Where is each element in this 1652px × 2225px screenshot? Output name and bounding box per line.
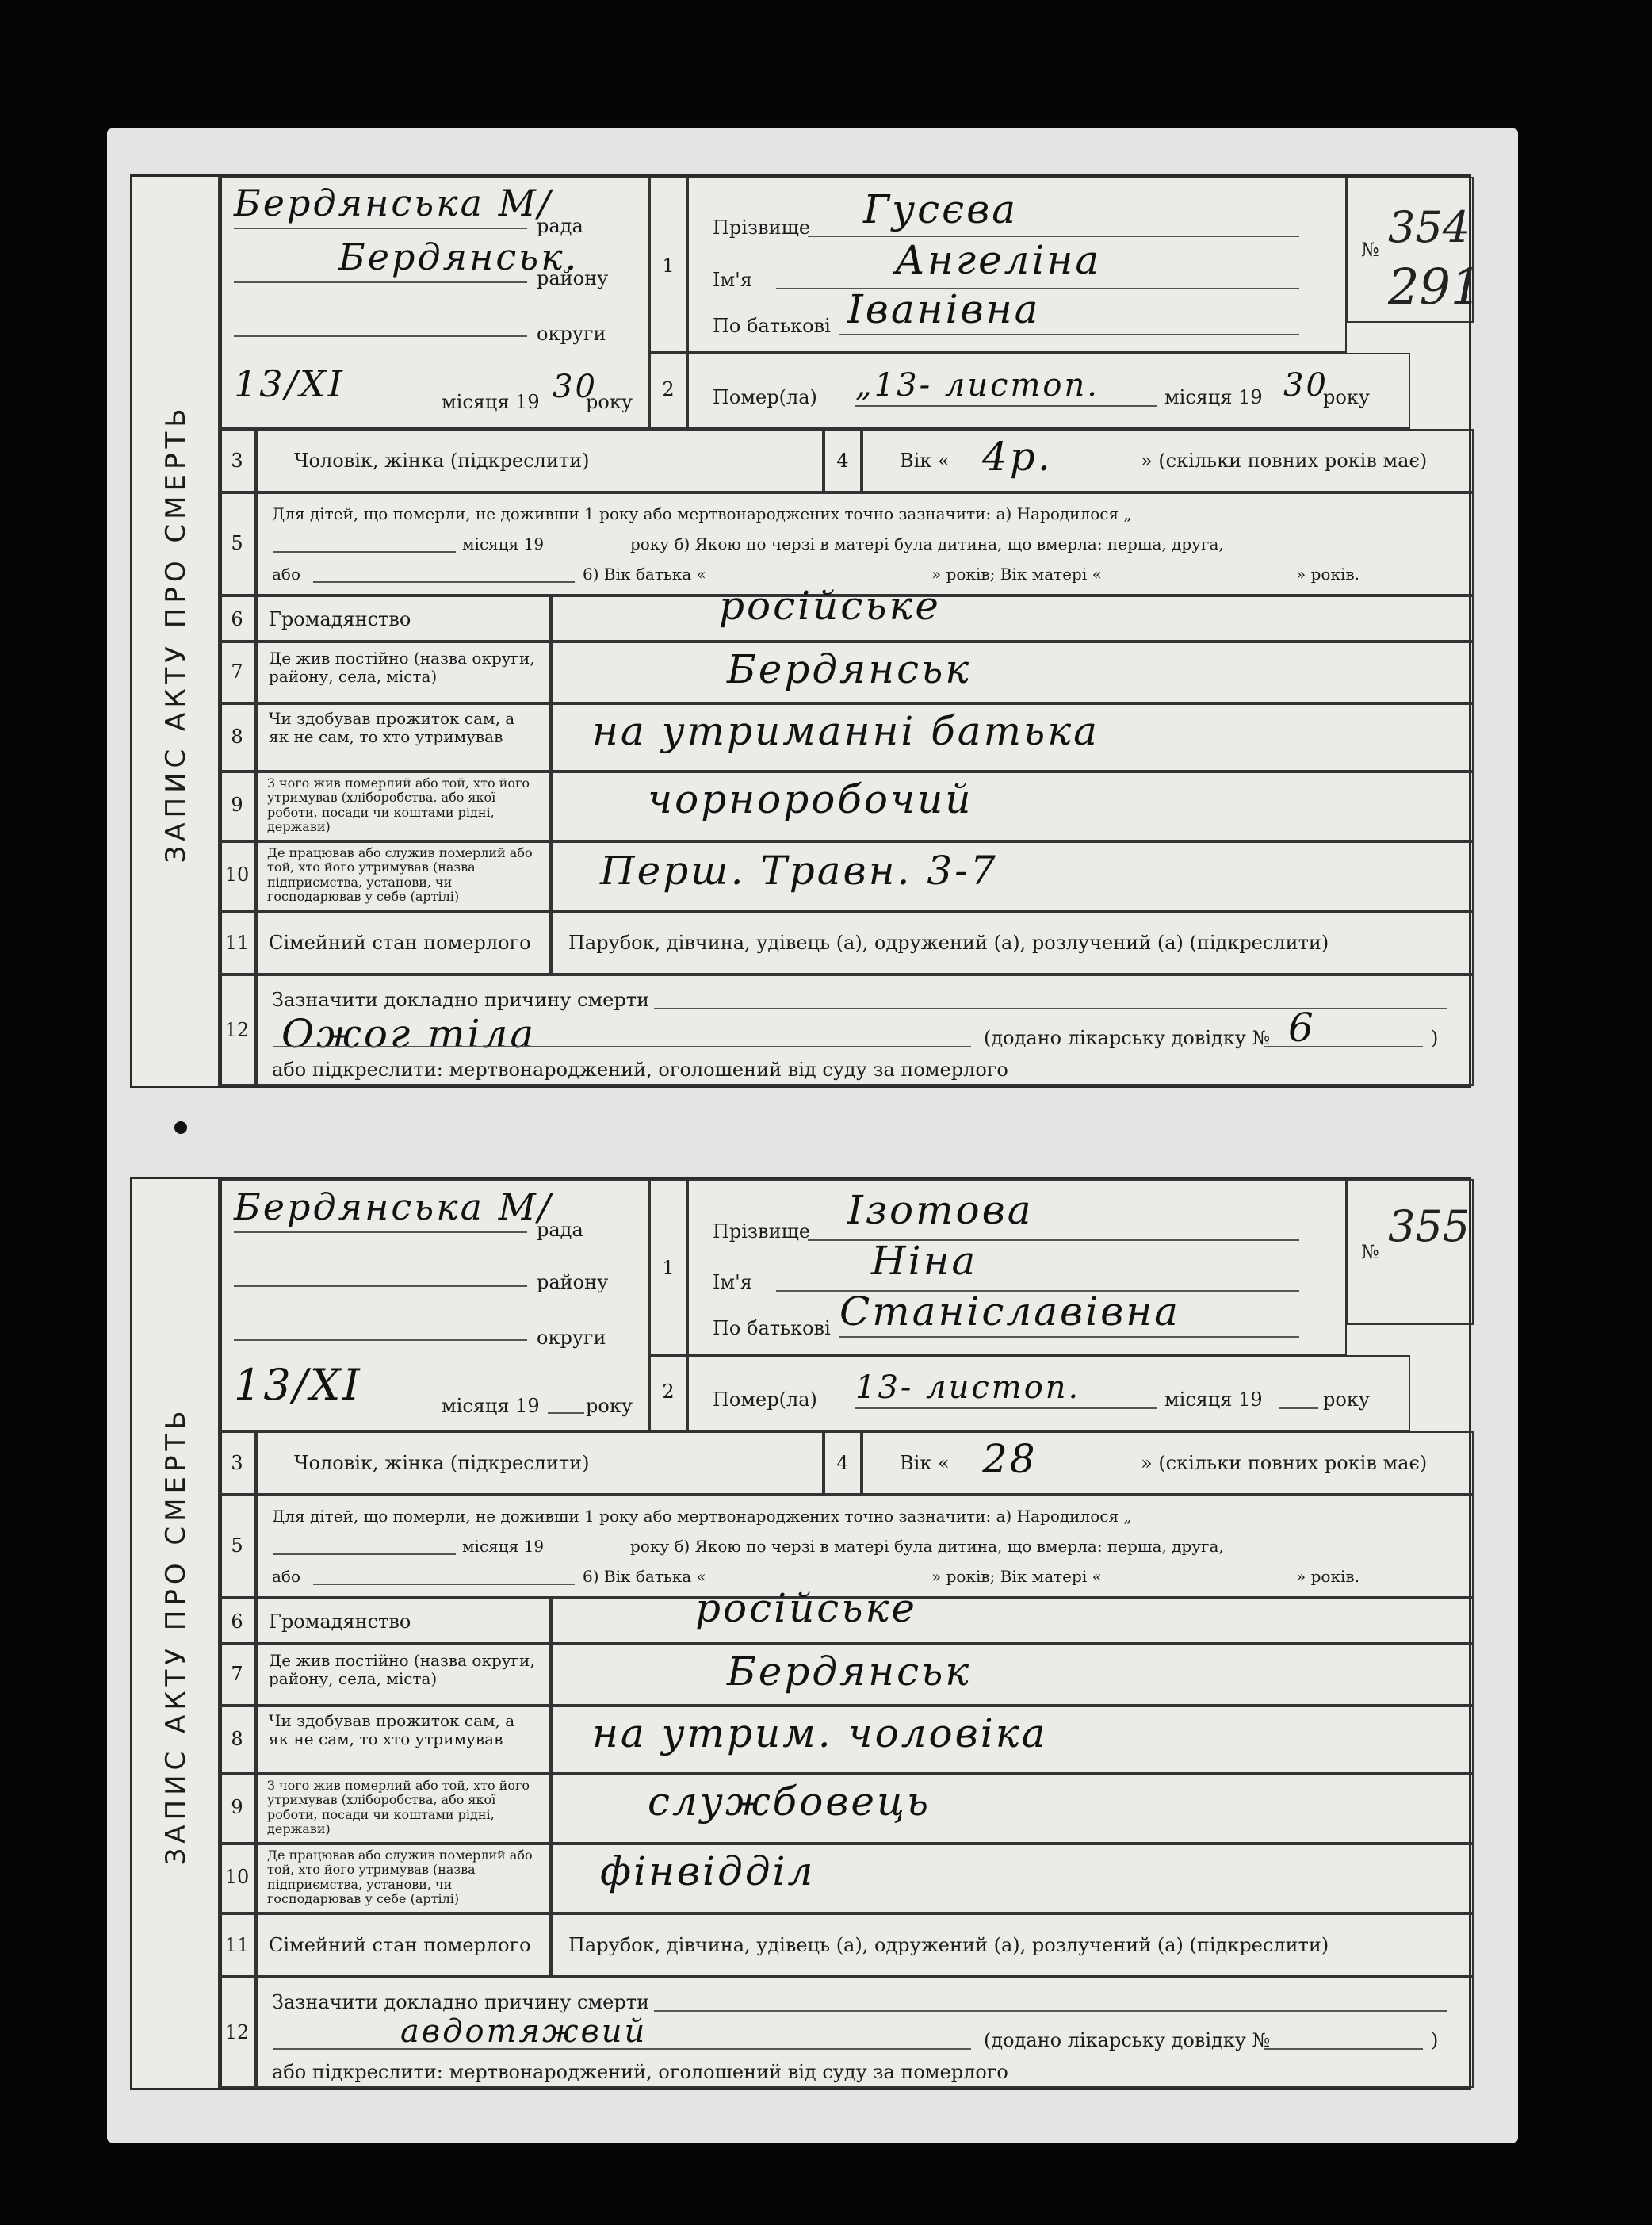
- hw-support: на утриманні батька: [592, 708, 1099, 754]
- died-block: [687, 1355, 1410, 1431]
- rada-block: [218, 1179, 649, 1431]
- rayon-label: району: [537, 267, 609, 289]
- hw-residence: Бердянськ: [727, 1649, 972, 1695]
- sex-cell: [256, 1431, 824, 1495]
- hw-age: 28: [982, 1436, 1038, 1482]
- age-suffix: » (скільки повних років має): [1141, 1452, 1428, 1474]
- cert-close: ): [1431, 1027, 1439, 1049]
- cause-footer: або підкреслити: мертвонароджений, оголошений від суду за померлого: [272, 1059, 1008, 1081]
- hw-rayon: Бердянськ.: [338, 236, 579, 278]
- cause-cell: [256, 975, 1474, 1086]
- r5-line2a: місяця 19: [462, 1537, 545, 1556]
- death-record-1: ЗАПИС АКТУ ПРО СМЕРТЬ Бердянська М/ рада Бердянськ. району округи 13/XI місяця 19 30 року 1 Прізвище Гусєва Ім'я Ангеліна По батькові Іванівна № 354 291 2 Помер(ла) „13- листоп. місяця 19 30 року 3 Чоловік, жінка (підкреслити) 4 Вік « 4р. » (скільки повних років має) 5 Для дітей, що померли, не доживши 1 року або мертвонароджених точно зазначити: а) Народилося „ місяця 19 року б) Якою по черзі в матері була дитина, що вмерла: перша, друга, або 6) Вік батька « » років; Вік матері « » років. 6 Громадянство російське 7 Де жив постійно (назва округи, району, села, міста) Бердянськ 8 Чи здобував прожиток сам, а як не сам, то хто утримував на утриманні батька 9 З чого жив померлий або той, хто його утримував (хліборобства, або якої роботи, посади чи коштами рідні, держави) чорноробочий 10 Де працював або служив померлий або той, хто його утримував (назва підприємства, установи, чи господарював у себе (артілі) Перш. Травн. 3-7 11 Сімейний стан померлого Парубок, дівчина, удівець (а), одружений (а), розлучений (а) (підкреслити) 12 Зазначити докладно причину смерти Ожог тіла (додано лікарську довідку № 6 ) або підкреслити: мертвонароджений, оголошений від суду за померлого: [130, 174, 1471, 1088]
- died-roku-label: року: [1323, 386, 1370, 408]
- hw-number: 354: [1388, 202, 1470, 252]
- month-label: місяця 19: [442, 391, 540, 413]
- rayon-label: району: [537, 1271, 609, 1293]
- r5-line3a: або: [272, 565, 301, 584]
- citizenship-label: Громадянство: [269, 1610, 411, 1633]
- hw-rada: Бердянська М/: [234, 1185, 553, 1228]
- patronymic-label: По батькові: [713, 1317, 831, 1339]
- sex-cell: [256, 429, 824, 492]
- cert-label: (додано лікарську довідку №: [984, 1027, 1271, 1049]
- hw-workplace: фінвідділ: [600, 1848, 816, 1894]
- side-title: ЗАПИС АКТУ ПРО СМЕРТЬ: [160, 1406, 192, 1866]
- hw-livelihood: чорноробочий: [648, 776, 973, 822]
- age-suffix: » (скільки повних років має): [1141, 450, 1428, 472]
- hw-citizenship: російське: [695, 1585, 917, 1631]
- rada-label: рада: [537, 215, 583, 237]
- side-panel: [132, 177, 222, 1086]
- cause-label: Зазначити докладно причину смерти: [272, 989, 649, 1011]
- workplace-label: Де працював або служив померлий або той, хто його утримував (назва підприємства, установи, чи господарював у себе (артілі): [267, 845, 533, 905]
- rada-block: [218, 177, 649, 429]
- hw-patronymic: Іванівна: [847, 286, 1041, 332]
- name-label: Ім'я: [713, 269, 752, 291]
- patronymic-label: По батькові: [713, 315, 831, 337]
- hw-livelihood: службовець: [648, 1779, 931, 1825]
- age-label: Вік «: [900, 1452, 950, 1474]
- workplace-label: Де працював або служив померлий або той, хто його утримував (назва підприємства, установи, чи господарював у себе (артілі): [267, 1848, 533, 1907]
- sex-label: Чоловік, жінка (підкреслити): [294, 1452, 590, 1474]
- died-roku-label: року: [1323, 1388, 1370, 1411]
- side-panel: [132, 1179, 222, 2088]
- r5-line3d: » років.: [1296, 565, 1359, 584]
- hw-died-date: „13- листоп.: [855, 367, 1099, 404]
- death-record-2: ЗАПИС АКТУ ПРО СМЕРТЬ Бердянська М/ рада району округи 13/XI місяця 19 року 1 Прізвище Ізотова Ім'я Ніна По батькові Станіславівна № 355 2 Помер(ла) 13- листоп. місяця 19 року 3 Чоловік, жінка (підкреслити) 4 Вік « 28 » (скільки повних років має) 5 Для дітей, що померли, не доживши 1 року або мертвонароджених точно зазначити: а) Народилося „ місяця 19 року б) Якою по черзі в матері була дитина, що вмерла: перша, друга, або 6) Вік батька « » років; Вік матері « » років. 6 Громадянство російське 7 Де жив постійно (назва округи, району, села, міста) Бердянськ 8 Чи здобував прожиток сам, а як не сам, то хто утримував на утрим. чоловіка 9 З чого жив померлий або той, хто його утримував (хліборобства, або якої роботи, посади чи коштами рідні, держави) службовець 10 Де працював або служив померлий або той, хто його утримував (назва підприємства, установи, чи господарював у себе (артілі) фінвідділ 11 Сімейний стан померлого Парубок, дівчина, удівець (а), одружений (а), розлучений (а) (підкреслити) 12 Зазначити докладно причину смерти авдотяжвий (додано лікарську довідку № ) або підкреслити: мертвонароджений, оголошений від суду за померлого: [130, 1177, 1471, 2090]
- hw-cause: авдотяжвий: [400, 2013, 648, 2050]
- hw-year: 30: [553, 369, 598, 405]
- hw-died-date: 13- листоп.: [855, 1369, 1081, 1406]
- cert-label: (додано лікарську довідку №: [984, 2029, 1271, 2051]
- sex-label: Чоловік, жінка (підкреслити): [294, 450, 590, 472]
- livelihood-label: З чого жив померлий або той, хто його утримував (хліборобства, або якої роботи, посади чи коштами рідні, держави): [267, 775, 530, 835]
- r5-line3c: » років; Вік матері «: [931, 1567, 1102, 1586]
- hw-cert-no: 6: [1288, 1005, 1316, 1051]
- r5-line3b: 6) Вік батька «: [583, 1567, 706, 1586]
- residence-label: Де жив постійно (назва округи, району, села, міста): [269, 649, 535, 686]
- support-label: Чи здобував прожиток сам, а як не сам, то хто утримував: [269, 1711, 515, 1748]
- r5-line3b: 6) Вік батька «: [583, 565, 706, 584]
- roku-label: року: [586, 391, 633, 413]
- punch-hole: [174, 1121, 187, 1134]
- side-title: ЗАПИС АКТУ ПРО СМЕРТЬ: [160, 404, 192, 864]
- hw-residence: Бердянськ: [727, 646, 972, 692]
- hw-cause: Ожог тіла: [281, 1011, 537, 1057]
- hw-workplace: Перш. Травн. 3-7: [600, 848, 998, 894]
- hw-surname: Ізотова: [847, 1187, 1034, 1233]
- hw-patronymic: Станіславівна: [839, 1289, 1180, 1335]
- hw-age: 4р.: [982, 434, 1053, 480]
- number-box: [1347, 177, 1482, 323]
- citizenship-label: Громадянство: [269, 608, 411, 630]
- age-label: Вік «: [900, 450, 950, 472]
- name-block: [687, 177, 1347, 353]
- died-label: Помер(ла): [713, 1388, 817, 1411]
- roku-label: року: [586, 1395, 633, 1417]
- marital-options: Парубок, дівчина, удівець (а), одружений (а), розлучений (а) (підкреслити): [568, 1934, 1329, 1956]
- died-label: Помер(ла): [713, 386, 817, 408]
- name-label: Ім'я: [713, 1271, 752, 1293]
- month-label: місяця 19: [442, 1395, 540, 1417]
- hw-number: 355: [1388, 1201, 1470, 1251]
- r5-line1: Для дітей, що померли, не доживши 1 року або мертвонароджених точно зазначити: а) Народилося „: [272, 504, 1132, 523]
- infant-cell: [256, 492, 1474, 596]
- hw-date: 13/XI: [234, 1360, 362, 1410]
- r5-line2a: місяця 19: [462, 534, 545, 553]
- died-month-label: місяця 19: [1164, 1388, 1263, 1411]
- marital-options: Парубок, дівчина, удівець (а), одружений (а), розлучений (а) (підкреслити): [568, 932, 1329, 954]
- died-month-label: місяця 19: [1164, 386, 1263, 408]
- cert-close: ): [1431, 2029, 1439, 2051]
- no-label: №: [1361, 1241, 1379, 1263]
- r5-line3c: » років; Вік матері «: [931, 565, 1102, 584]
- support-label: Чи здобував прожиток сам, а як не сам, то хто утримував: [269, 709, 515, 746]
- hw-died-year: 30: [1283, 367, 1329, 404]
- hw-name: Ніна: [871, 1238, 978, 1284]
- r5-line2b: року б) Якою по черзі в матері була дитина, що вмерла: перша, друга,: [630, 1537, 1224, 1556]
- died-block: [687, 353, 1410, 429]
- surname-label: Прізвище: [713, 216, 811, 239]
- name-block: [687, 1179, 1347, 1355]
- r5-line1: Для дітей, що померли, не доживши 1 року або мертвонароджених точно зазначити: а) Народилося „: [272, 1507, 1132, 1526]
- cause-label: Зазначити докладно причину смерти: [272, 1991, 649, 2013]
- marital-label: Сімейний стан померлого: [269, 1934, 531, 1956]
- cause-cell: [256, 1977, 1474, 2088]
- residence-label: Де жив постійно (назва округи, району, села, міста): [269, 1651, 535, 1688]
- age-cell: [862, 429, 1474, 492]
- rada-label: рада: [537, 1219, 583, 1241]
- hw-number-2: 291: [1388, 258, 1482, 316]
- r5-line2b: року б) Якою по черзі в матері була дитина, що вмерла: перша, друга,: [630, 534, 1224, 553]
- hw-support: на утрим. чоловіка: [592, 1710, 1048, 1756]
- hw-name: Ангеліна: [895, 237, 1102, 283]
- okrugy-label: округи: [537, 1327, 606, 1349]
- r5-line3d: » років.: [1296, 1567, 1359, 1586]
- no-label: №: [1361, 239, 1379, 261]
- cause-footer: або підкреслити: мертвонароджений, оголошений від суду за померлого: [272, 2061, 1008, 2083]
- hw-rada: Бердянська М/: [234, 182, 553, 224]
- hw-date: 13/XI: [234, 362, 345, 405]
- infant-cell: [256, 1495, 1474, 1598]
- okrugy-label: округи: [537, 323, 606, 345]
- age-cell: [862, 1431, 1474, 1495]
- r5-line3a: або: [272, 1567, 301, 1586]
- marital-label: Сімейний стан померлого: [269, 932, 531, 954]
- hw-citizenship: російське: [719, 583, 941, 629]
- surname-label: Прізвище: [713, 1220, 811, 1243]
- hw-surname: Гусєва: [863, 186, 1019, 232]
- livelihood-label: З чого жив померлий або той, хто його утримував (хліборобства, або якої роботи, посади чи коштами рідні, держави): [267, 1778, 530, 1837]
- number-box: [1347, 1179, 1474, 1325]
